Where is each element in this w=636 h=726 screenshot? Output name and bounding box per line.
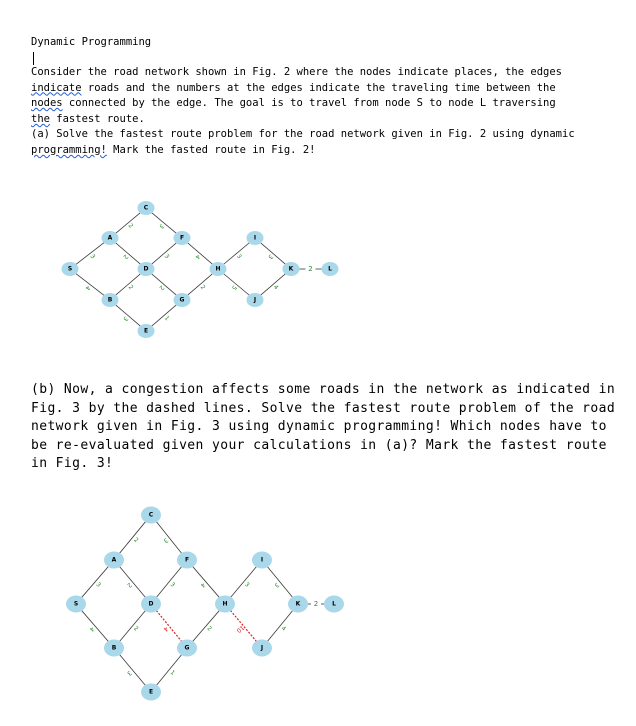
part-a-line: Consider the road network shown in Fig. 2 where the nodes indicate places, the edges <box>31 66 563 78</box>
edge-weight-label: 4 <box>83 284 92 292</box>
node-label: D <box>143 265 149 273</box>
node-label: A <box>107 234 113 242</box>
edge-weight-label: 3 <box>94 580 103 589</box>
node-label: C <box>148 511 154 519</box>
edge-f-h <box>193 566 220 597</box>
part-b-line: in Fig. 3! <box>31 456 114 472</box>
edge-h-i <box>230 567 256 598</box>
edge-a-c <box>119 522 145 554</box>
node-label: D <box>148 600 154 608</box>
edge-weight-label: 5 <box>230 283 238 292</box>
edge-weight-label: 2 <box>132 624 140 633</box>
edge-weight-label: 3 <box>121 314 130 323</box>
edge-weight-label: 4 <box>271 283 280 292</box>
part-a-line: programming! Mark the fasted route in Fig. 2! <box>31 143 316 156</box>
edge-weight-label: 4 <box>87 624 96 633</box>
spellcheck-word: the <box>31 112 50 125</box>
edge-d-g <box>156 611 181 642</box>
node-label: S <box>67 265 73 273</box>
edge-i-k <box>267 567 292 598</box>
figure-2-road-network <box>62 201 339 338</box>
part-a-line: the fastest route. <box>31 112 145 125</box>
node-label: E <box>148 688 154 696</box>
node-label: F <box>179 234 185 242</box>
edge-weight-label: 2 <box>126 283 135 292</box>
edge-h-i <box>223 242 249 264</box>
edge-a-d <box>119 567 145 598</box>
node-label: I <box>260 556 264 564</box>
edge-e-g <box>151 305 176 327</box>
node-label: G <box>179 296 185 304</box>
edge-weight-label: 3 <box>161 536 170 545</box>
part-b-line: Fig. 3 by the dashed lines. Solve the fastest route problem of the road <box>31 400 616 416</box>
edge-j-k <box>260 274 285 296</box>
edge-weight-label: 3 <box>243 580 251 589</box>
edge-b-d <box>119 611 145 642</box>
edge-c-f <box>156 522 181 554</box>
node-label: I <box>253 234 257 242</box>
part-a-line: (a) Solve the fastest route problem for the road network given in Fig. 2 using dynamic <box>31 128 575 141</box>
edge-b-e <box>119 655 145 686</box>
part-a-line: indicate roads and the numbers at the edges indicate the traveling time between the <box>31 81 556 94</box>
node-label: A <box>111 556 117 564</box>
part-b-line: network given in Fig. 3 using dynamic programming! Which nodes have to <box>31 419 607 435</box>
edge-g-h <box>193 610 220 641</box>
node-label: B <box>111 644 117 652</box>
node-label: E <box>143 327 149 335</box>
edge-e-g <box>156 655 181 686</box>
figure-3-road-network <box>66 507 344 701</box>
edge-weight-label: 2 <box>132 536 140 545</box>
edge-weight-label: 3 <box>162 252 171 261</box>
part-a-line: nodes connected by the edge. The goal is to travel from node S to node L traversing <box>31 97 556 110</box>
edge-j-k <box>267 611 292 642</box>
edge-weight-label: 3 <box>168 580 177 589</box>
edge-d-f <box>156 567 181 598</box>
edge-s-a <box>76 242 105 264</box>
node-label: L <box>332 600 336 608</box>
edge-weight-label: 2 <box>157 283 166 292</box>
edge-weight-label: 2 <box>308 265 313 273</box>
edge-weight-label: 3 <box>235 252 243 261</box>
node-label: C <box>143 204 149 212</box>
edge-a-d <box>115 243 140 265</box>
node-label: B <box>107 296 113 304</box>
edge-weight-label: 3 <box>88 253 97 261</box>
node-label: K <box>288 265 294 273</box>
edge-weight-label: 4 <box>193 252 202 261</box>
node-label: J <box>260 644 264 652</box>
edge-weight-label: 2 <box>125 580 133 589</box>
edge-weight-label: 10 <box>234 623 246 634</box>
edge-weight-label: 1 <box>168 668 177 677</box>
edge-weight-label: 2 <box>198 283 207 292</box>
edge-d-g <box>151 274 176 296</box>
edge-weight-label: 3 <box>157 222 166 230</box>
edge-weight-label: 4 <box>198 580 207 589</box>
edge-s-b <box>82 610 109 641</box>
node-label: K <box>295 600 301 608</box>
document-title: Dynamic Programming <box>31 36 152 48</box>
node-label: J <box>253 296 257 304</box>
edge-weight-label: 2 <box>205 624 214 633</box>
node-label: H <box>222 600 228 608</box>
edge-weight-label: 2 <box>126 222 135 230</box>
part-b-line: be re-evaluated given your calculations in (a)? Mark the fastest route <box>31 437 607 453</box>
edge-i-k <box>260 243 285 265</box>
node-label: S <box>73 600 79 608</box>
edge-f-h <box>187 243 212 265</box>
node-label: G <box>184 644 190 652</box>
spellcheck-word: indicate <box>31 81 82 94</box>
edge-b-d <box>115 274 140 296</box>
edge-weight-label: 1 <box>162 314 171 323</box>
edge-g-h <box>187 274 212 296</box>
edge-weight-label: 3 <box>125 668 133 677</box>
edge-weight-label: 2 <box>313 600 319 608</box>
spellcheck-word: programming! <box>31 143 107 156</box>
node-label: L <box>328 265 332 273</box>
edge-weight-label: 3 <box>266 252 275 261</box>
edge-a-c <box>115 212 140 233</box>
part-b-line: (b) Now, a congestion affects some roads in the network as indicated in <box>31 382 616 397</box>
edge-b-e <box>115 305 140 327</box>
spellcheck-word: nodes <box>31 97 63 110</box>
node-label: H <box>215 265 221 273</box>
edge-weight-label: 4 <box>279 624 288 633</box>
edge-s-a <box>82 566 109 597</box>
edge-s-b <box>76 273 105 295</box>
node-label: F <box>184 556 190 564</box>
edge-weight-label: 3 <box>272 580 281 589</box>
edge-d-f <box>151 243 176 265</box>
edge-weight-label: 2 <box>121 252 130 261</box>
edge-h-j <box>223 273 249 295</box>
edge-c-f <box>151 212 176 233</box>
edge-weight-label: 4 <box>161 624 170 633</box>
